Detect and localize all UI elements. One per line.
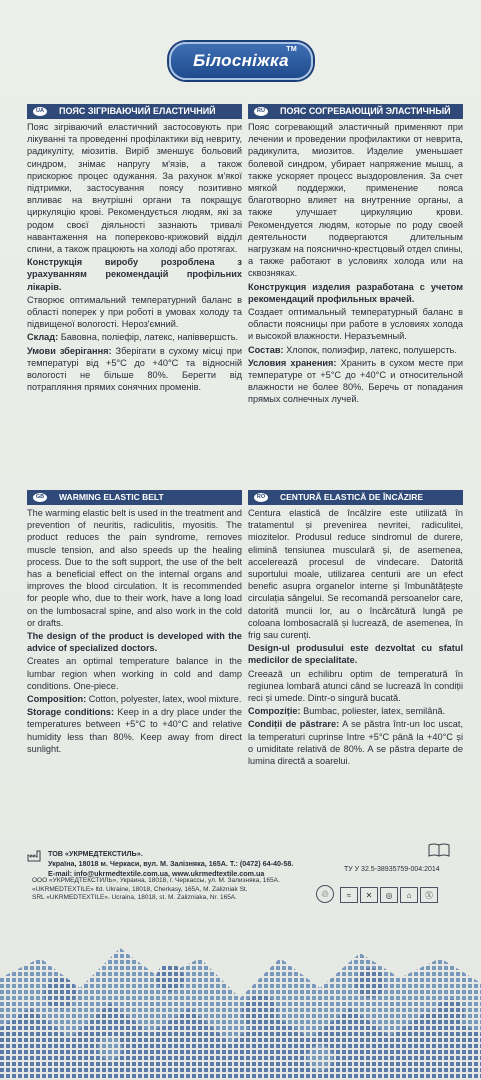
- no-dry-clean-icon: Ⓧ: [420, 887, 438, 903]
- legal-address-en: «UKRMEDTEXTILE» ltd. Ukraine, 18018, Cherkasy, 165A, M. Zalizniak St.: [32, 885, 248, 893]
- language-tag-ru: RU: [254, 107, 268, 116]
- design-note-ua: Конструкція виробу розроблена з урахуванням рекомендацій профільних лікарів.: [27, 257, 242, 292]
- storage-ro: Condiții de păstrare: A se păstra într-un loc uscat, la temperaturi cuprinse între +5°C până la +40°C și o umiditate relativă de 80%. A se păstra departe de lumina directă a soarelui.: [248, 719, 463, 767]
- read-instructions-icon: [428, 843, 450, 857]
- logo-text: Білосніжка: [193, 51, 289, 70]
- features-gb: Creates an optimal temperature balance in the lumbar region when working in cold and damp conditions. One-piece.: [27, 656, 242, 691]
- language-tag-ro: RO: [254, 493, 268, 502]
- trademark-sign: TM: [286, 46, 297, 53]
- storage-ua: Умови зберігання: Зберігати в сухому місці при температурі від +5°С до +40°С та відносній вологості не більше 80%. Берегти від потрапляння прямих сонячних променів.: [27, 345, 242, 393]
- storage-gb: Storage conditions: Keep in a dry place under the temperatures between +5°C to +40°C and relative humidity less than 80%. Keep away from direct sunlight.: [27, 707, 242, 754]
- section-ru: [248, 104, 463, 407]
- no-iron-icon: ⌂: [400, 887, 418, 903]
- care-symbols: [340, 887, 438, 903]
- legal-addresses: [32, 877, 280, 903]
- legal-address-ro: SRL «UKRMEDTEXTILE». Ucraina, 18018, st. M. Zalizniaka, Nr. 165A.: [32, 894, 237, 902]
- section-header-ua: [27, 104, 242, 119]
- technical-spec: ТУ У 32.5-38935759-004:2014: [344, 866, 440, 873]
- composition-ru: Состав: Хлопок, полиэфир, латекс, полушерсть.: [248, 344, 457, 355]
- section-header-ro: [248, 490, 463, 505]
- section-title-ru: ПОЯС СОГРЕВАЮЩИЙ ЭЛАСТИЧНЫЙ: [280, 106, 451, 117]
- design-note-ru: Конструкция изделия разработана с учетом рекомендаций профильных врачей.: [248, 281, 463, 304]
- features-ru: Создает оптимальный температурный баланс в области поясницы при работе в условиях холода и высокой влажности. Неразъемный.: [248, 307, 463, 342]
- composition-ro: Compoziție: Bumbac, poliester, latex, semilână.: [248, 706, 446, 717]
- company-address: Україна, 18018 м. Черкаси, вул. М. Залізняка, 165А. Т.: (0472) 64-40-58.: [48, 859, 294, 868]
- features-ua: Створює оптимальний температурний баланс в області поперек у при роботі в умовах холоду та підвищеної вологості. Нероз'ємний.: [27, 294, 242, 330]
- section-title-ro: CENTURĂ ELASTICĂ DE ÎNCĂZIRE: [280, 492, 424, 503]
- section-title-gb: WARMING ELASTIC BELT: [59, 492, 164, 503]
- no-tumble-dry-icon: ◎: [380, 887, 398, 903]
- description-ua: Пояс зігріваючий еластичний застосовують при лікуванні та проведенні профілактики від невриту, радикуліту, міозитів. Виріб зменшує больовий синдром, знімає напругу м'язів, а також прискорює процес одужання. За рахунок м'якої підтримки, застосування поясу позитивно впливає на внутрішні органи та покращує циркуляцію крові. Рекомендується людям, які за родом своєї діяльності зазнають тривалі навантаження на поперековo-крижовий відділ спини, а також працюють на холоді або протягах.: [27, 122, 242, 255]
- design-note-ro: Design-ul produsului este dezvoltat cu sfatul medicilor de specialitate.: [248, 643, 463, 666]
- composition-gb: Composition: Cotton, polyester, latex, wool mixture.: [27, 694, 242, 705]
- composition-ua: Склад: Бавовна, поліефір, латекс, напіввершсть.: [27, 332, 239, 343]
- hand-wash-icon: ≈: [340, 887, 358, 903]
- legal-address-ru: ООО «УКРМЕДТЕКСТИЛЬ», Украина, 18018, г. Черкассы, ул. М. Зализняка, 165А.: [32, 877, 280, 884]
- design-note-gb: The design of the product is developed with the advice of specialized doctors.: [27, 631, 242, 654]
- language-tag-ua: UA: [33, 107, 47, 116]
- section-ua: [27, 104, 242, 394]
- brand-logo: [169, 42, 313, 80]
- description-ru: Пояс согревающий эластичный применяют при лечении и проведении профилактики от неврита, радикулита, миозитов. Изделие уменьшает болевой синдром, убирает напряжение мышц, а также ускоряет процесс выздоровления. За счет мягкой поддержки, применение пояса благотворно влияет на внутренние органы, а также улучшает циркуляцию крови. Рекомендуется людям, которые по роду своей деятельности подвергаются длительным нагрузкам на пояснично-крестцовый отдел спины, а также работают в условиях холода или на сквозняках.: [248, 122, 463, 279]
- company-email: E-mail: info@ukrmedtextile.com.ua, www.ukrmedtextile.com.ua: [48, 869, 265, 878]
- manufacturer-icon: [27, 850, 42, 862]
- storage-ru: Условия хранения: Хранить в сухом месте при температуре от +5°С до +40°С и относительной влажности не более 80%. Беречь от попадания прямых солнечных лучей.: [248, 357, 463, 405]
- embroidery-pattern: [0, 918, 481, 1080]
- company-name: ТОВ «УКРМЕДТЕКСТИЛЬ».: [48, 849, 143, 858]
- manufacturer-info: [48, 849, 293, 879]
- recycle-icon: ♲: [316, 885, 334, 903]
- section-header-ru: [248, 104, 463, 119]
- section-gb: [27, 490, 242, 756]
- language-tag-gb: GB: [33, 493, 47, 502]
- section-ro: [248, 490, 463, 768]
- description-gb: The warming elastic belt is used in the treatment and prevention of neuritis, radiculitis, myositis. The product reduces the pain syndrome, removes muscle tension, and also speeds up the healing process. Due to the soft support, the use of the belt has a beneficial effect on the internal organs and improves the blood circulation. It is recommended for people who, due to their work, have a long load on the lumbosacral spine, and also work in the cold or drafts.: [27, 508, 242, 628]
- section-header-gb: [27, 490, 242, 505]
- description-ro: Centura elastică de încălzire este utilizată în tratamentul și prevenirea nevritei, radiculitei, miozitelor. Produsul reduce sindromul de durere, elimină tensiunea musculară și, de asemenea, accelerează procesul de vindecare. Datorită suportului moale, utilizarea centurii are un efect benefic asupra organelor interne și îmbunătățește circulația sângelui. Se recomandă persoanelor care, datorită muncii lor, au o încărcătură lungă pe coloana lombosacrală și lucrează, de asemenea, în frig sau curenți.: [248, 508, 463, 641]
- section-title-ua: ПОЯС ЗІГРІВАЮЧИЙ ЕЛАСТИЧНИЙ: [59, 106, 216, 117]
- features-ro: Creează un echilibru optim de temperatură în regiunea lombară atunci când se lucrează în condiții reci și umede. Dintr-o singură bucată.: [248, 668, 463, 704]
- no-bleach-icon: ✕: [360, 887, 378, 903]
